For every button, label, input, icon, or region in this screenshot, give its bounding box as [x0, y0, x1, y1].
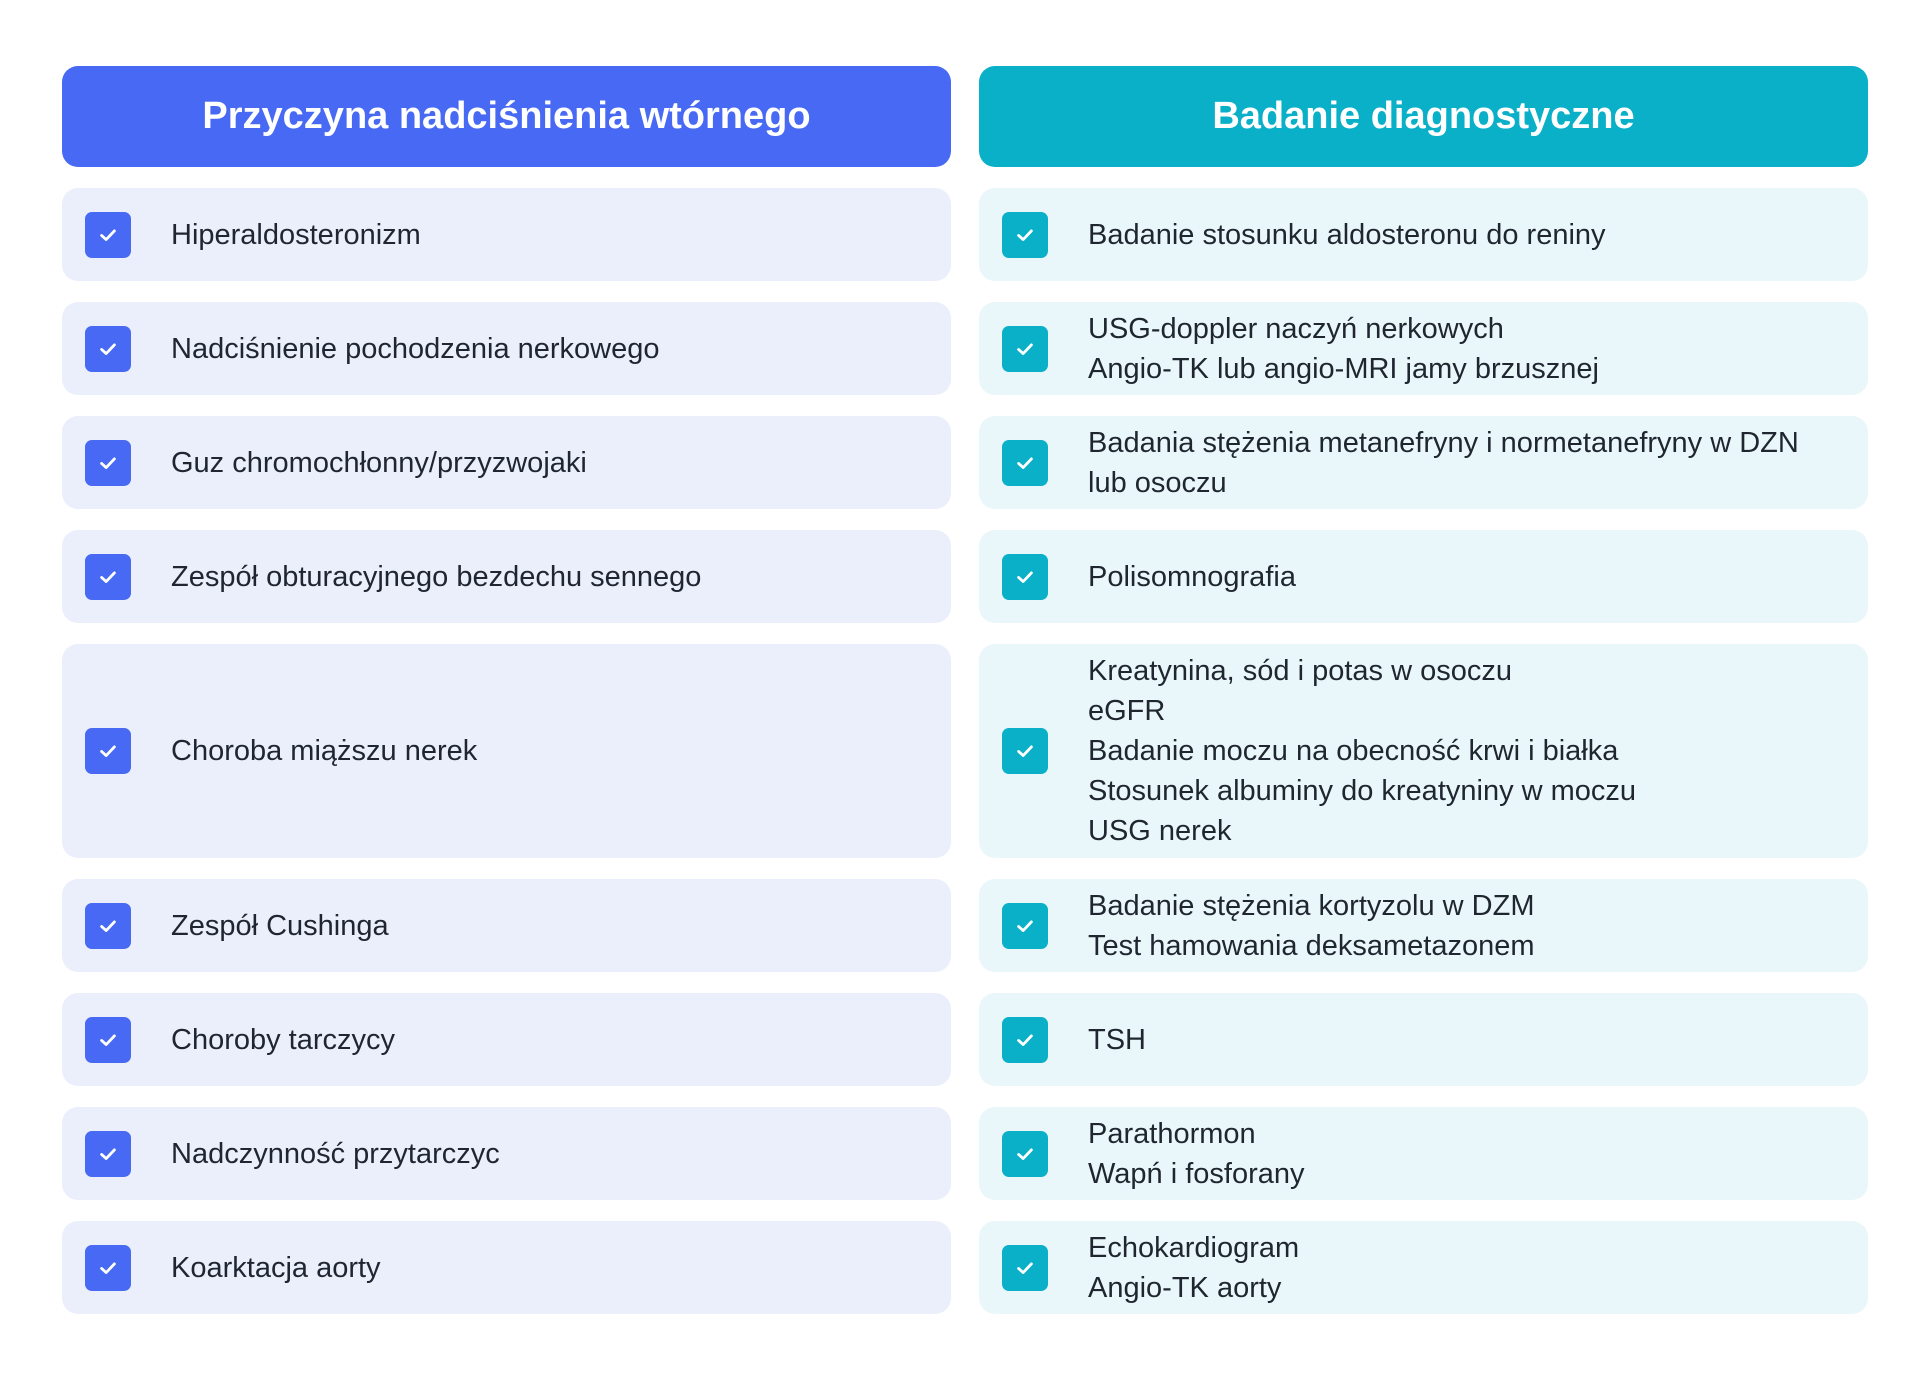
cause-row [62, 1107, 951, 1200]
test-line: Angio-TK lub angio-MRI jamy brzusznej [1088, 352, 1599, 385]
cause-text: Choroby tarczycy [171, 1023, 396, 1056]
test-text [1088, 215, 1630, 255]
checkmark-icon [85, 212, 131, 258]
checkmark-icon [85, 1131, 131, 1177]
test-row [979, 188, 1868, 281]
cause-row [62, 993, 951, 1086]
cause-row [62, 879, 951, 972]
cause-text: Guz chromochłonny/przyzwojaki [171, 446, 587, 479]
test-line: Badania stężenia metanefryny i normetanefryny w DZN [1088, 426, 1799, 459]
checkmark-icon [85, 1017, 131, 1063]
checkmark-icon [1002, 440, 1048, 486]
test-text [1088, 423, 1823, 503]
cause-row [62, 302, 951, 395]
test-line: USG nerek [1088, 815, 1232, 847]
test-line: Polisomnografia [1088, 560, 1296, 593]
test-text [1088, 1020, 1170, 1060]
test-row [979, 302, 1868, 395]
checkmark-icon [1002, 1245, 1048, 1291]
test-line: Stosunek albuminy do kreatyniny w moczu [1088, 775, 1637, 807]
test-text [1088, 886, 1559, 966]
test-line: Badanie moczu na obecność krwi i białka [1088, 735, 1619, 767]
test-row [979, 879, 1868, 972]
checkmark-icon [85, 903, 131, 949]
test-text [1088, 309, 1623, 389]
test-rows [979, 188, 1868, 1314]
cause-text: Nadciśnienie pochodzenia nerkowego [171, 332, 660, 365]
test-text [1088, 1228, 1323, 1308]
test-line: Kreatynina, sód i potas w osoczu [1088, 655, 1512, 687]
checkmark-icon [1002, 554, 1048, 600]
checkmark-icon [85, 440, 131, 486]
test-row [979, 1221, 1868, 1314]
checkmark-icon [1002, 326, 1048, 372]
test-line: Badanie stężenia kortyzolu w DZM [1088, 889, 1535, 922]
cause-row [62, 644, 951, 858]
checkmark-icon [1002, 903, 1048, 949]
cause-text: Zespół Cushinga [171, 909, 389, 942]
test-line: Test hamowania deksametazonem [1088, 929, 1535, 962]
test-text [1088, 651, 1660, 851]
cause-row [62, 1221, 951, 1314]
test-row [979, 644, 1868, 858]
cause-text: Nadczynność przytarczyc [171, 1137, 500, 1170]
test-text [1088, 1114, 1329, 1194]
cause-row [62, 416, 951, 509]
test-line: Angio-TK aorty [1088, 1271, 1282, 1304]
cause-column [62, 66, 951, 1335]
cause-text: Choroba miąższu nerek [171, 735, 478, 767]
checkmark-icon [85, 554, 131, 600]
test-line: TSH [1088, 1023, 1146, 1056]
cause-text: Hiperaldosteronizm [171, 218, 421, 251]
checkmark-icon [1002, 1017, 1048, 1063]
test-row [979, 416, 1868, 509]
test-row [979, 1107, 1868, 1200]
cause-column-header: Przyczyna nadciśnienia wtórnego [62, 66, 951, 167]
test-text [1088, 557, 1320, 597]
checkmark-icon [1002, 212, 1048, 258]
cause-rows [62, 188, 951, 1314]
test-row [979, 993, 1868, 1086]
checkmark-icon [85, 1245, 131, 1291]
cause-text: Zespół obturacyjnego bezdechu sennego [171, 560, 702, 593]
checkmark-icon [1002, 728, 1048, 774]
checkmark-icon [85, 326, 131, 372]
test-column [979, 66, 1868, 1335]
test-row [979, 530, 1868, 623]
cause-row [62, 530, 951, 623]
test-line: Wapń i fosforany [1088, 1157, 1305, 1190]
test-line: USG-doppler naczyń nerkowych [1088, 312, 1504, 345]
test-line: Badanie stosunku aldosteronu do reniny [1088, 218, 1606, 251]
test-line: Echokardiogram [1088, 1231, 1300, 1264]
test-line: lub osoczu [1088, 466, 1227, 499]
checkmark-icon [85, 728, 131, 774]
cause-row [62, 188, 951, 281]
cause-text: Koarktacja aorty [171, 1251, 381, 1284]
test-line: Parathormon [1088, 1117, 1256, 1150]
test-line: eGFR [1088, 695, 1166, 727]
checkmark-icon [1002, 1131, 1048, 1177]
test-column-header: Badanie diagnostyczne [979, 66, 1868, 167]
